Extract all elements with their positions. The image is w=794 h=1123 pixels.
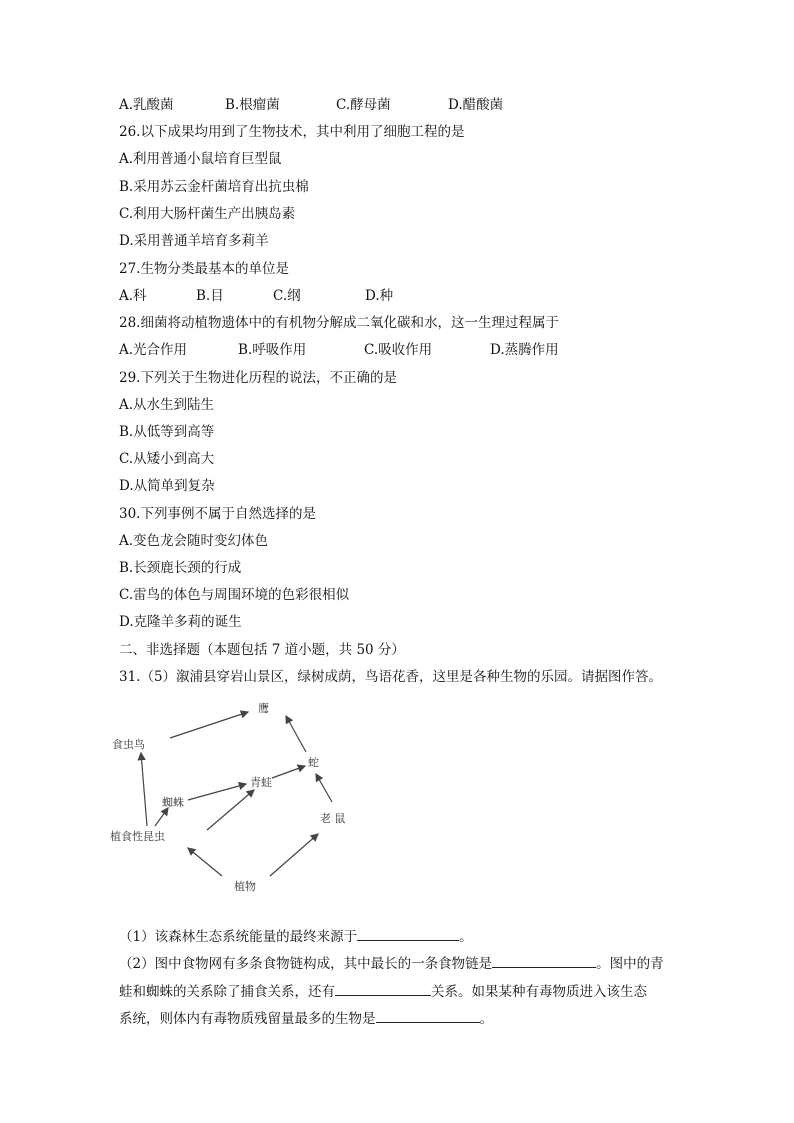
q27-option-a: A.科 [119, 288, 147, 304]
q28-option-d: D.蒸腾作用 [490, 342, 559, 358]
q29-stem: 29.下列关于生物进化历程的说法，不正确的是 [119, 370, 397, 386]
q31-sub1-end: 。 [459, 929, 473, 945]
arrow-bird-to-hawk [170, 712, 248, 738]
food-web-diagram [110, 698, 370, 898]
q31-sub2-line2a: 蛙和蜘蛛的关系除了捕食关系，还有 [119, 984, 335, 1000]
node-snake: 蛇 [308, 756, 319, 769]
q28-option-b: B.呼吸作用 [238, 342, 307, 358]
q25-option-c: C.酵母菌 [336, 97, 391, 113]
q31-stem: 31.（5）溆浦县穿岩山景区，绿树成荫，鸟语花香，这里是各种生物的乐园。请据图作答。 [119, 669, 663, 685]
q25-option-d: D.醋酸菌 [448, 97, 504, 113]
q28-stem: 28.细菌将动植物遗体中的有机物分解成二氧化碳和水，这一生理过程属于 [119, 315, 559, 331]
q25-option-a: A.乳酸菌 [119, 97, 174, 113]
answer-blank-4[interactable] [376, 1008, 480, 1023]
q31-sub2-part1: （2）图中食物网有多条食物链构成，其中最长的一条食物链是 [119, 956, 493, 972]
q29-option-a: A.从水生到陆生 [119, 397, 215, 413]
q30-option-d: D.克隆羊多莉的诞生 [119, 614, 242, 630]
arrow-plant-to-insect [188, 848, 222, 876]
q29-option-c: C.从矮小到高大 [119, 451, 215, 467]
node-hawk: 鹰 [258, 702, 269, 715]
q31-sub2-line2 [119, 981, 647, 1001]
q26-stem: 26.以下成果均用到了生物技术，其中利用了细胞工程的是 [119, 124, 465, 140]
q25-option-b: B.根瘤菌 [225, 97, 280, 113]
q29-option-b: B.从低等到高等 [119, 424, 215, 440]
node-plant-insect: 植食性昆虫 [110, 830, 165, 843]
q30-option-a: A.变色龙会随时变幻体色 [119, 533, 269, 549]
arrow-mouse-to-snake [316, 774, 332, 802]
arrow-spider-to-frog [188, 784, 246, 800]
arrow-plant-to-mouse [270, 834, 318, 876]
q28-option-a: A.光合作用 [119, 342, 188, 358]
answer-blank-3[interactable] [335, 981, 431, 996]
q26-option-b: B.采用苏云金杆菌培育出抗虫棉 [119, 179, 309, 195]
arrow-insect-to-bird [141, 753, 147, 826]
node-spider: 蜘蛛 [162, 796, 184, 809]
q26-option-d: D.采用普通羊培育多莉羊 [119, 233, 269, 249]
q30-option-c: C.雷鸟的体色与周围环境的色彩很相似 [119, 587, 350, 603]
q27-stem: 27.生物分类最基本的单位是 [119, 261, 289, 277]
arrow-insect-to-frog [207, 790, 254, 830]
q31-sub2-line2b: 关系。如果某种有毒物质进入该生态 [431, 984, 647, 1000]
q27-option-b: B.目 [196, 288, 224, 304]
q26-option-a: A.利用普通小鼠培育巨型鼠 [119, 151, 282, 167]
q31-sub2-line3b: 。 [479, 1011, 493, 1027]
section-heading: 二、非选择题（本题包括 7 道小题，共 50 分） [119, 642, 405, 658]
q31-sub2-line3 [119, 1008, 493, 1028]
node-frog: 青蛙 [250, 776, 272, 789]
node-insect-bird: 食虫鸟 [112, 738, 145, 751]
arrow-insect-to-spider [155, 808, 168, 826]
node-plant: 植物 [234, 880, 256, 893]
answer-blank-1[interactable] [357, 926, 459, 941]
answer-blank-2[interactable] [492, 953, 596, 968]
q27-option-c: C.纲 [273, 288, 301, 304]
q31-sub2-line1 [119, 953, 664, 973]
q26-option-c: C.利用大肠杆菌生产出胰岛素 [119, 206, 296, 222]
q30-stem: 30.下列事例不属于自然选择的是 [119, 506, 316, 522]
q31-sub1 [119, 926, 473, 946]
q31-sub2-line3a: 系统，则体内有毒物质残留量最多的生物是 [119, 1011, 376, 1027]
arrow-frog-to-snake [272, 766, 305, 778]
q27-option-d: D.种 [365, 288, 394, 304]
q30-option-b: B.长颈鹿长颈的行成 [119, 560, 242, 576]
q31-sub2-part2: 。图中的青 [596, 956, 664, 972]
q28-option-c: C.吸收作用 [364, 342, 433, 358]
q31-sub1-text: （1）该森林生态系统能量的最终来源于 [119, 929, 358, 945]
node-mouse: 老 鼠 [320, 812, 346, 825]
arrow-snake-to-hawk [286, 716, 306, 752]
q29-option-d: D.从简单到复杂 [119, 478, 215, 494]
